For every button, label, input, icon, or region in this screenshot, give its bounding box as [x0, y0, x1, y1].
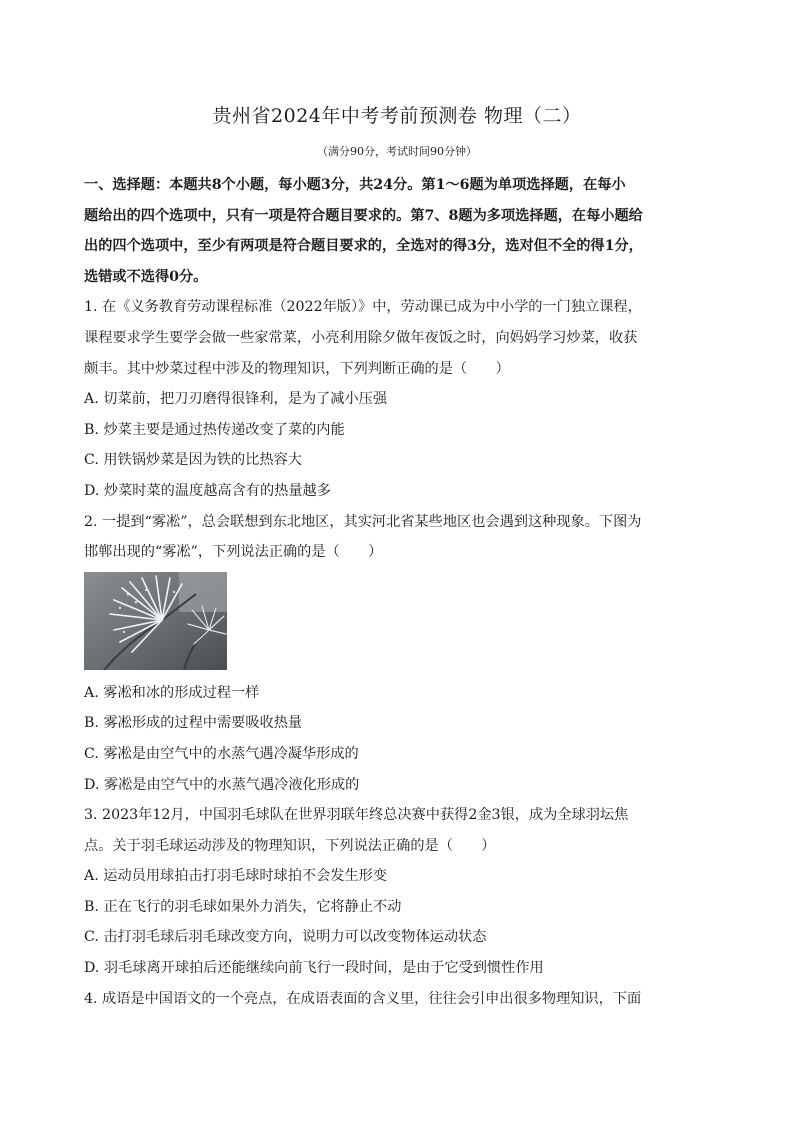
question-stem-line: 4. 成语是中国语文的一个亮点，在成语表面的含义里，往往会引申出很多物理知识，下面 [84, 990, 642, 1007]
option-b: B. 雾凇形成的过程中需要吸收热量 [84, 715, 303, 732]
question-1 [84, 292, 714, 506]
option-b: B. 炒菜主要是通过热传递改变了菜的内能 [84, 421, 345, 438]
question-stem-line: 颇丰。其中炒菜过程中涉及的物理知识，下列判断正确的是（ ） [84, 360, 510, 377]
question-stem-line: 2. 一提到“雾凇”，总会联想到东北地区，其实河北省某些地区也会遇到这种现象。下图为 [84, 513, 642, 530]
question-2 [84, 507, 714, 801]
rime-photo [84, 572, 227, 670]
rime-photo-wrap [84, 572, 714, 675]
exam-info: （满分90分，考试时间90分钟） [317, 145, 477, 158]
section-instructions [84, 170, 714, 292]
option-d: D. 雾凇是由空气中的水蒸气遇冷液化形成的 [84, 776, 360, 793]
instruction-line: 一、选择题：本题共8个小题，每小题3分，共24分。第1～6题为单项选择题，在每小 [84, 177, 626, 193]
page-title: 贵州省2024年中考考前预测卷 物理（二） [212, 105, 582, 127]
question-stem-line: 邯郸出现的“雾凇”，下列说法正确的是（ ） [84, 544, 383, 561]
option-a: A. 切菜前，把刀刃磨得很锋利，是为了减小压强 [84, 391, 388, 408]
instruction-line: 题给出的四个选项中，只有一项是符合题目要求的。第7、8题为多项选择题，在每小题给 [84, 207, 643, 224]
exam-body [84, 170, 714, 1014]
question-stem-line: 点。关于羽毛球运动涉及的物理知识，下列说法正确的是（ ） [84, 837, 496, 854]
question-stem-line: 课程要求学生要学会做一些家常菜，小亮利用除夕做年夜饭之时，向妈妈学习炒菜，收获 [84, 329, 638, 346]
instruction-line: 出的四个选项中，至少有两项是符合题目要求的，全选对的得3分，选对但不全的得1分， [84, 238, 643, 255]
question-3 [84, 800, 714, 984]
instruction-line: 选错或不选得0分。 [84, 268, 208, 285]
question-4 [84, 984, 714, 1015]
question-stem-line: 1. 在《义务教育劳动课程标准（2022年版）》中，劳动课已成为中小学的一门独立课程， [84, 299, 642, 316]
option-c: C. 用铁锅炒菜是因为铁的比热容大 [84, 452, 302, 469]
question-stem-line: 3. 2023年12月，中国羽毛球队在世界羽联年终总决赛中获得2金3银，成为全球羽坛焦 [84, 807, 629, 824]
option-d: D. 炒菜时菜的温度越高含有的热量越多 [84, 482, 331, 499]
option-a: A. 运动员用球拍击打羽毛球时球拍不会发生形变 [84, 868, 388, 885]
option-c: C. 击打羽毛球后羽毛球改变方向，说明力可以改变物体运动状态 [84, 929, 487, 946]
option-a: A. 雾凇和冰的形成过程一样 [84, 684, 260, 701]
option-c: C. 雾凇是由空气中的水蒸气遇冷凝华形成的 [84, 745, 359, 762]
option-d: D. 羽毛球离开球拍后还能继续向前飞行一段时间，是由于它受到惯性作用 [84, 960, 544, 977]
option-b: B. 正在飞行的羽毛球如果外力消失，它将静止不动 [84, 898, 402, 915]
